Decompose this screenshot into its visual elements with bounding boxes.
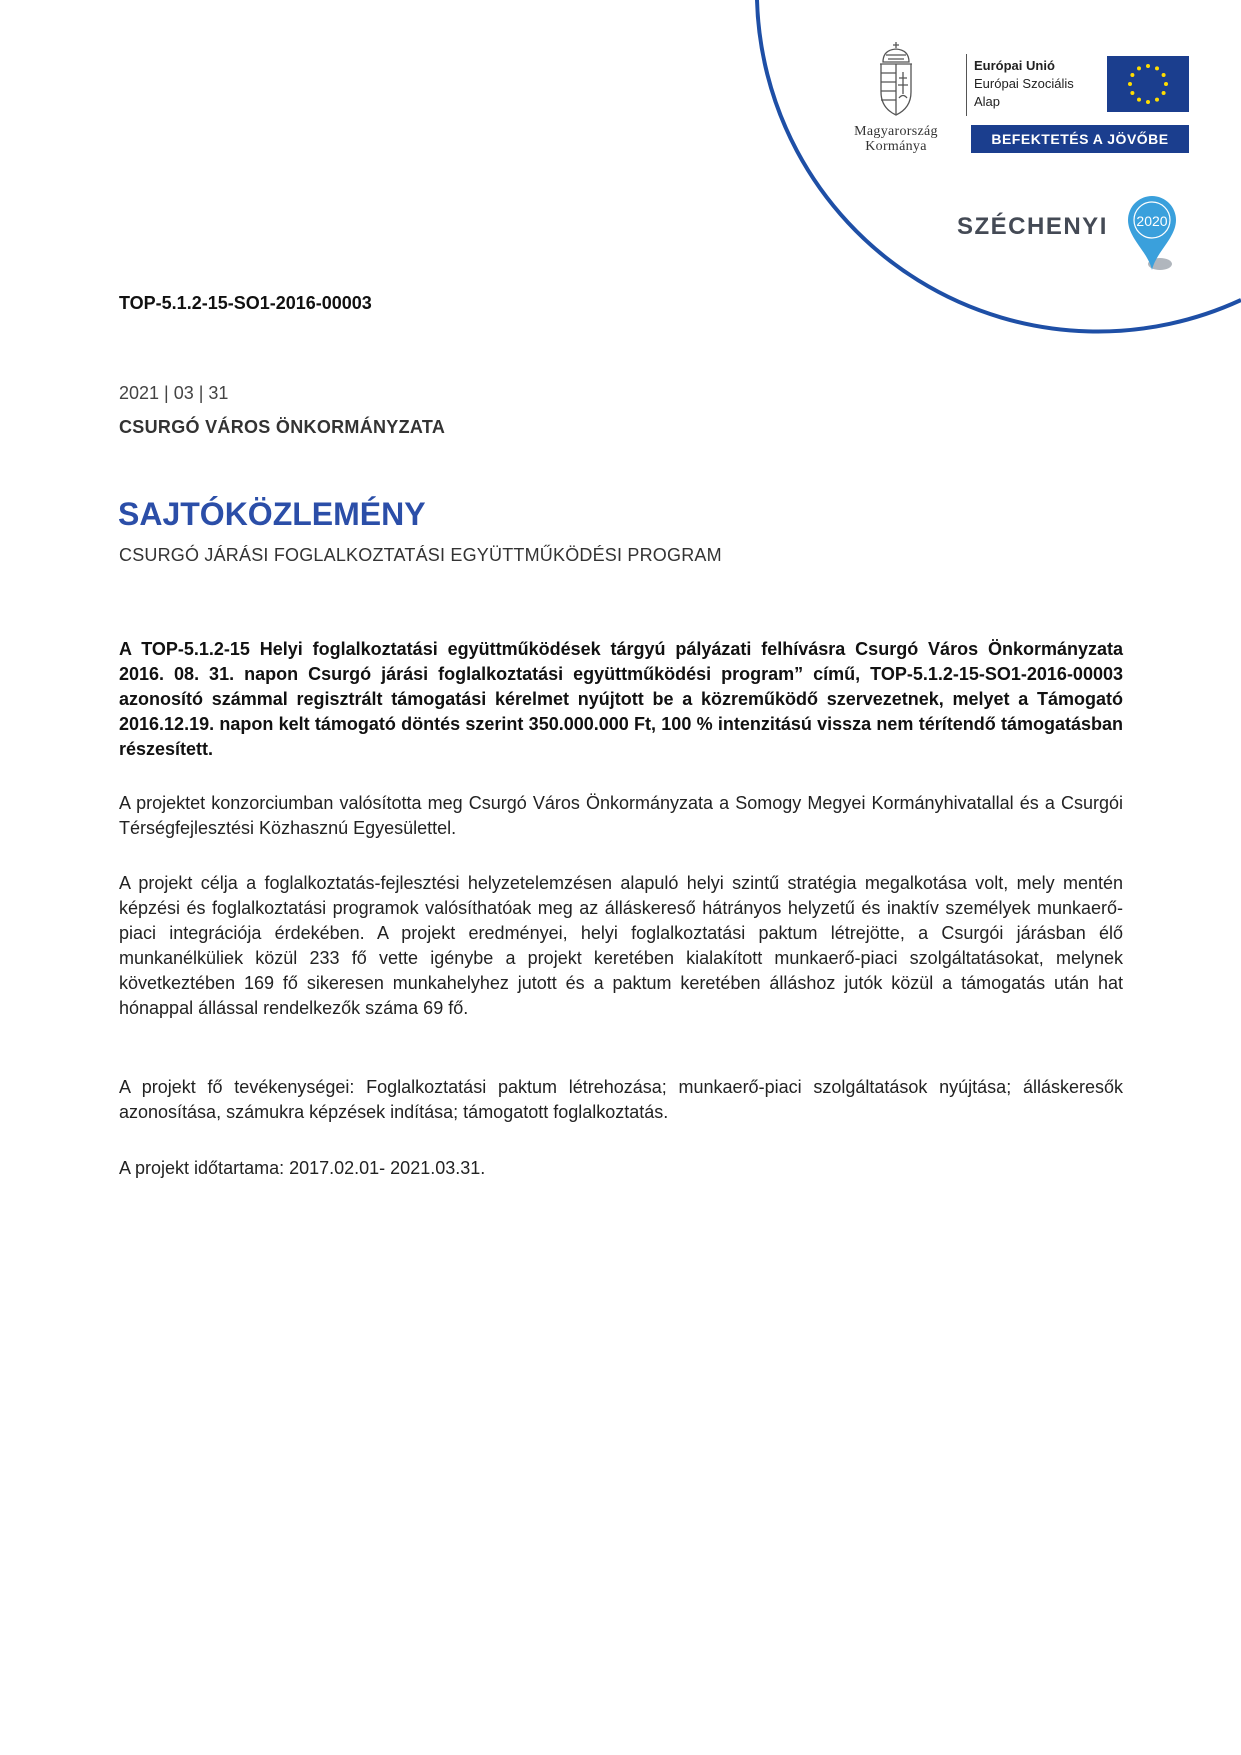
page-subtitle: CSURGÓ JÁRÁSI FOGLALKOZTATÁSI EGYÜTTMŰKÖDÉSI PROGRAM: [119, 545, 722, 565]
eu-line1: Európai Unió: [974, 58, 1055, 73]
szechenyi-year: 2020: [1136, 213, 1168, 229]
page-title: SAJTÓKÖZLEMÉNY: [118, 496, 426, 532]
eu-line3: Alap: [974, 94, 1001, 109]
invest-banner: BEFEKTETÉS A JÖVŐBE: [971, 125, 1189, 153]
hungarian-coat-of-arms-icon: [876, 40, 916, 118]
document-date: 2021 | 03 | 31: [119, 383, 229, 403]
government-name-line2: Kormánya: [865, 139, 927, 154]
eu-divider: [966, 54, 967, 116]
body-paragraph: A projekt időtartama: 2017.02.01- 2021.03.31.: [119, 1158, 486, 1178]
szechenyi-pin-icon: [1126, 194, 1178, 276]
project-reference: TOP-5.1.2-15-SO1-2016-00003: [119, 293, 372, 313]
szechenyi-logo-text: SZÉCHENYI: [957, 213, 1108, 240]
body-paragraph: A projektet konzorciumban valósította meg Csurgó Város Önkormányzata a Somogy Megyei Kormányhivatallal és a Csurgói Térségfejlesztési Közhasznú Egyesülettel.: [119, 793, 1123, 838]
lead-paragraph: A TOP-5.1.2-15 Helyi foglalkoztatási együttműködések tárgyú pályázati felhívásra Csurgó Város Önkormányzata 2016. 08. 31. napon Csurgó járási foglalkoztatási együttműködési program” című, TOP-5.1.2-15-SO1-2016-00003 azonosító számmal regisztrált támogatási kérelmet nyújtott be a közreműködő szervezetnek, melyet a Támogató 2016.12.19. napon kelt támogató döntés szerint 350.000.000 Ft, 100 % intenzitású vissza nem térítendő támogatásban részesített.: [119, 639, 1123, 759]
eu-flag-icon: [1107, 56, 1189, 112]
government-name-line1: Magyarország: [854, 124, 938, 139]
body-paragraph: A projekt fő tevékenységei: Foglalkoztatási paktum létrehozása; munkaerő-piaci szolgáltatások nyújtása; álláskeresők azonosítása, számukra képzések indítása; támogatott foglalkoztatás.: [119, 1077, 1123, 1122]
government-name: [836, 124, 956, 154]
body-paragraph: A projekt célja a foglalkoztatás-fejlesztési helyzetelemzésen alapuló helyi szintű stratégia megalkotása volt, mely mentén képzési és foglalkoztatási programok valósíthatóak meg az álláskereső hátrányos helyzetű és inaktív személyek munkaerő-piaci integrációja érdekében. A projekt eredményei, helyi foglalkoztatási paktum létrejötte, a Csurgói járásban élő munkanélküliek közül 233 fő vette igénybe a projekt keretében kialakított munkaerő-piaci szolgáltatásokat, melynek következtében 169 fő sikeresen munkahelyhez jutott és a paktum keretében álláshoz jutók közül a támogatás után hat hónappal állással rendelkezők száma 69 fő.: [119, 873, 1123, 1018]
organization-name: CSURGÓ VÁROS ÖNKORMÁNYZATA: [119, 417, 446, 437]
eu-fund-label: [974, 57, 1074, 111]
eu-line2: Európai Szociális: [974, 76, 1074, 91]
